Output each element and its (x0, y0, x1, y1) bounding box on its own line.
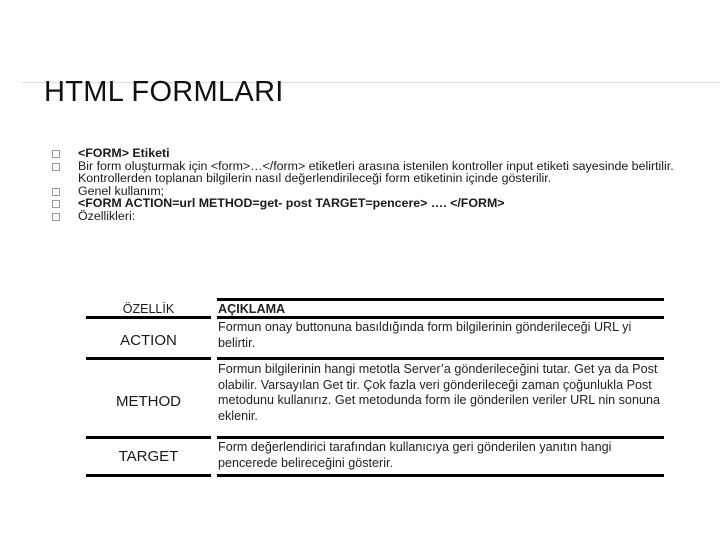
header-description: AÇIKLAMA (218, 302, 286, 316)
bullet-text: <FORM ACTION=url METHOD=get- post TARGET=pencere> …. </FORM> (78, 196, 505, 210)
row-divider (217, 436, 664, 439)
square-bullet-icon (52, 163, 60, 171)
row-name: ACTION (120, 332, 177, 349)
bullet-text: Genel kullanım; (78, 183, 165, 198)
row-description: Formun onay buttonuna basıldığında form bilgilerinin gönderileceği URL yi belirtir. (218, 320, 632, 350)
page-title: HTML FORMLARI (44, 76, 284, 108)
bullet-item (52, 210, 682, 223)
row-divider (86, 357, 211, 360)
row-divider (86, 436, 211, 439)
row-description: Form değerlendirici tarafından kullanıcıya geri gönderilen yanıtın hangi pencerede belireceğini gösterir. (218, 440, 612, 470)
row-divider (217, 316, 664, 319)
square-bullet-icon (52, 200, 60, 208)
row-divider (86, 474, 211, 477)
bullet-text: Özellikleri: (78, 208, 136, 223)
row-name: METHOD (116, 393, 181, 410)
bullet-list (52, 147, 682, 222)
square-bullet-icon (52, 213, 60, 221)
row-divider (217, 298, 664, 301)
row-divider (217, 474, 664, 477)
bullet-item (52, 197, 682, 210)
bullet-text: <FORM> Etiketi (78, 146, 170, 160)
row-divider (86, 316, 211, 319)
row-divider (217, 357, 664, 360)
row-name: TARGET (118, 448, 179, 465)
square-bullet-icon (52, 150, 60, 158)
bullet-text: Bir form oluşturmak için <form>…</form> etiketleri arasına istenilen kontroller input etiketi sayesinde belirtilir. Kontrollerden toplanan bilgilerin nasıl değerlendirileceği form etiketinin içinde gösterilir. (78, 158, 674, 185)
row-description: Formun bilgilerinin hangi metotla Server’a gönderileceğini tutar. Get ya da Post olabilir. Varsayılan Get tir. Çok fazla veri gönderileceği zaman çoğunlukla Post metodunu kullanırız. Get metodunda form ile gönderilen veriler URL nin sonuna eklenir. (218, 362, 660, 423)
square-bullet-icon (52, 188, 60, 196)
bullet-item (52, 160, 682, 185)
header-feature: ÖZELLİK (122, 302, 175, 316)
